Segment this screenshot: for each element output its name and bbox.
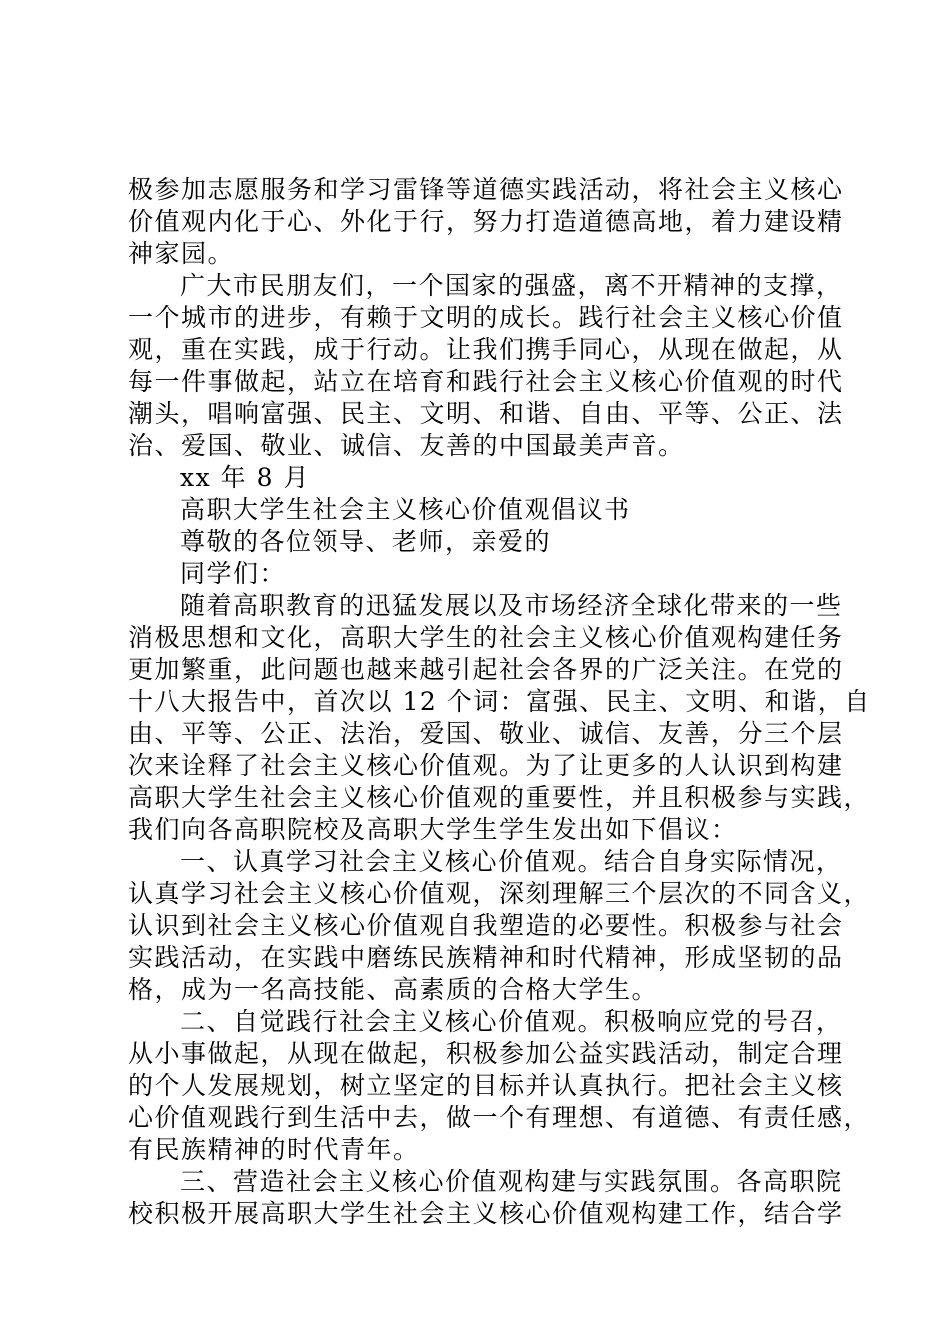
text-line: 心价值观践行到生活中去，做一个有理想、有道德、有责任感， <box>128 1103 871 1132</box>
text-line: 潮头，唱响富强、民主、文明、和谐、自由、平等、公正、法 <box>128 399 844 428</box>
text-line: 三、营造社会主义核心价值观构建与实践氛围。各高职院 <box>180 1167 843 1196</box>
text-line: 的个人发展规划，树立坚定的目标并认真执行。把社会主义核 <box>128 1071 844 1100</box>
text-line: 二、自觉践行社会主义核心价值观。积极响应党的号召， <box>180 1007 843 1036</box>
text-line: 一个城市的进步，有赖于文明的成长。践行社会主义核心价值 <box>128 303 844 332</box>
text-line: 格，成为一名高技能、高素质的合格大学生。 <box>128 975 659 1004</box>
text-line: 我们向各高职院校及高职大学生学生发出如下倡议： <box>128 815 738 844</box>
text-line: 价值观内化于心、外化于行，努力打造道德高地，着力建设精 <box>128 207 844 236</box>
text-line: 一、认真学习社会主义核心价值观。结合自身实际情况， <box>180 847 843 876</box>
text-line: xx 年 8 月 <box>180 463 310 492</box>
text-line: 有民族精神的时代青年。 <box>128 1135 420 1164</box>
text-line: 消极思想和文化，高职大学生的社会主义核心价值观构建任务 <box>128 623 844 652</box>
text-line: 更加繁重，此问题也越来越引起社会各界的广泛关注。在党的 <box>128 655 844 684</box>
document-body <box>128 174 871 1230</box>
text-line: 高职大学生社会主义核心价值观的重要性，并且积极参与实践， <box>128 783 871 812</box>
text-line: 校积极开展高职大学生社会主义核心价值观构建工作，结合学 <box>128 1199 844 1228</box>
text-line: 实践活动，在实践中磨练民族精神和时代精神，形成坚韧的品 <box>128 943 844 972</box>
text-line: 极参加志愿服务和学习雷锋等道德实践活动，将社会主义核心 <box>128 175 844 204</box>
text-line: 治、爱国、敬业、诚信、友善的中国最美声音。 <box>128 431 685 460</box>
text-line: 十八大报告中，首次以 12 个词：富强、民主、文明、和谐，自 <box>128 687 871 716</box>
text-line: 神家园。 <box>128 239 235 268</box>
text-line: 每一件事做起，站立在培育和践行社会主义核心价值观的时代 <box>128 367 844 396</box>
text-line: 认识到社会主义核心价值观自我塑造的必要性。积极参与社会 <box>128 911 844 940</box>
text-line: 广大市民朋友们，一个国家的强盛，离不开精神的支撑， <box>180 271 843 300</box>
text-line: 观，重在实践，成于行动。让我们携手同心，从现在做起，从 <box>128 335 844 364</box>
text-line: 从小事做起，从现在做起，积极参加公益实践活动，制定合理 <box>128 1039 844 1068</box>
text-line: 高职大学生社会主义核心价值观倡议书 <box>180 495 631 524</box>
text-line: 尊敬的各位领导、老师，亲爱的 <box>180 527 552 556</box>
text-line: 同学们： <box>180 559 287 588</box>
text-line: 由、平等、公正、法治，爱国、敬业、诚信、友善，分三个层 <box>128 719 844 748</box>
text-line: 次来诠释了社会主义核心价值观。为了让更多的人认识到构建 <box>128 751 844 780</box>
text-line: 认真学习社会主义核心价值观，深刻理解三个层次的不同含义， <box>128 879 871 908</box>
text-line: 随着高职教育的迅猛发展以及市场经济全球化带来的一些 <box>180 591 843 620</box>
